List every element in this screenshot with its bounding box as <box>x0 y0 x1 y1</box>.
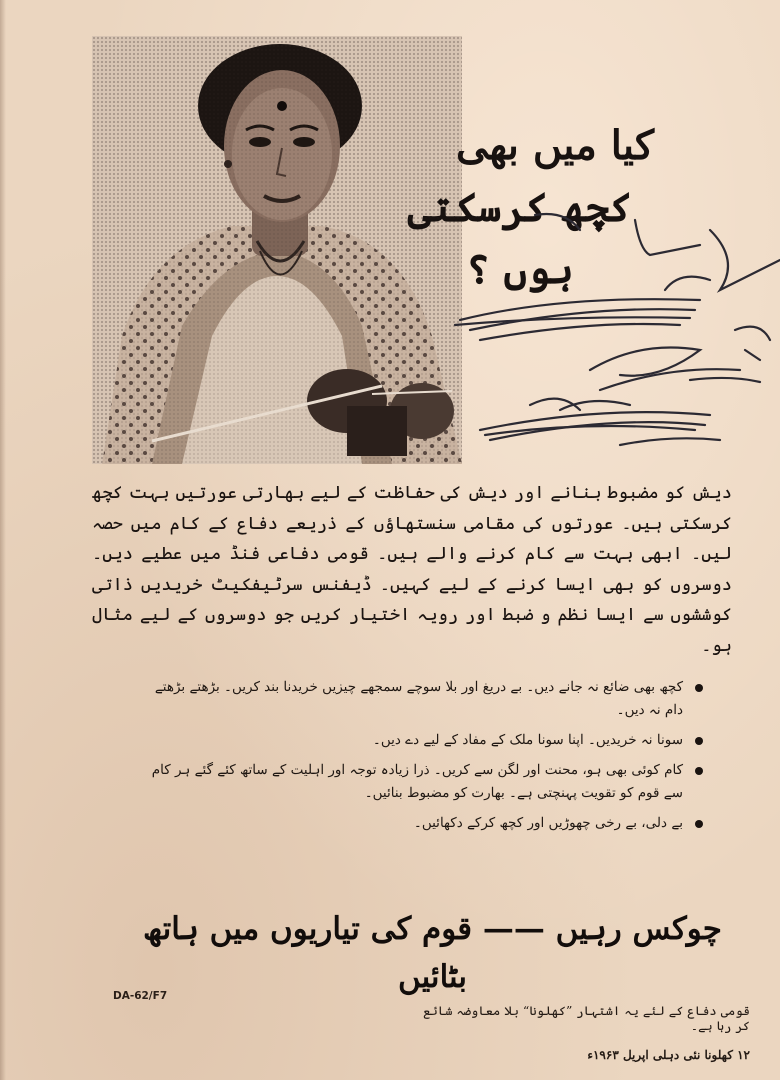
advice-bullet-list <box>150 676 705 842</box>
bullet-item-4: بے دلی، بے رخی چھوڑیں اور کچھ کرکے دکھائیں۔ <box>150 812 705 835</box>
headline-line-2: کچھ کرسکتی ہوں ؟ <box>407 184 633 293</box>
slogan: چوکس رہیں —— قوم کی تیاریوں میں ہاتھ بٹائیں <box>143 911 722 995</box>
page-edge-shadow <box>0 0 6 1080</box>
pen-scribble-marks <box>440 200 780 470</box>
bullet-item-3: کام کوئی بھی ہو، محنت اور لگن سے کریں۔ ذرا زیادہ توجہ اور اہلیت کے ساتھ کئے گئے ہر کام سے قوم کو تقویت پہنچتی ہے۔ بھارت کو مضبوط بنائیں۔ <box>150 759 705 805</box>
page-folio: ۱۲ کھلونا نئی دہلی اپریل ۱۹۶۳ء <box>587 1048 750 1062</box>
publisher-credit: قومی دفاع کے لئے یہ اشتہار ”کھلونا“ بلا معاوضہ شائع کر رہا ہے۔ <box>423 1003 750 1033</box>
bullet-item-1: کچھ بھی ضائع نہ جانے دیں۔ بے دریغ اور بلا سوچے سمجھے چیزیں خریدنا بند کریں۔ بڑھتے بڑھتے دام نہ دیں۔ <box>150 676 705 722</box>
bullet-item-2: سونا نہ خریدیں۔ اپنا سونا ملک کے مفاد کے لیے دے دیں۔ <box>150 729 705 752</box>
headline-line-1: کیا میں بھی <box>455 122 654 169</box>
ad-code: DA-62/F7 <box>113 990 168 1002</box>
main-paragraph: دیش کو مضبوط بنانے اور دیش کی حفاظت کے لیے بھارتی عورتیں بہت کچھ کرسکتی ہیں۔ عورتوں کی مقامی سنستھاؤں کے ذریعے دفاع کے کام میں حصہ لیں۔ ابھی بہت سے کام کرنے والے ہیں۔ قومی دفاعی فنڈ میں عطیے دیں۔ دوسروں کو بھی ایسا کرنے کے لیے کہیں۔ ڈیفنس سرٹیفکیٹ خریدیں ذاتی کوششوں سے ایسا نظم و ضبط اور رویہ اختیار کریں جو دوسروں کے لیے مثال ہو۔ <box>92 483 732 656</box>
